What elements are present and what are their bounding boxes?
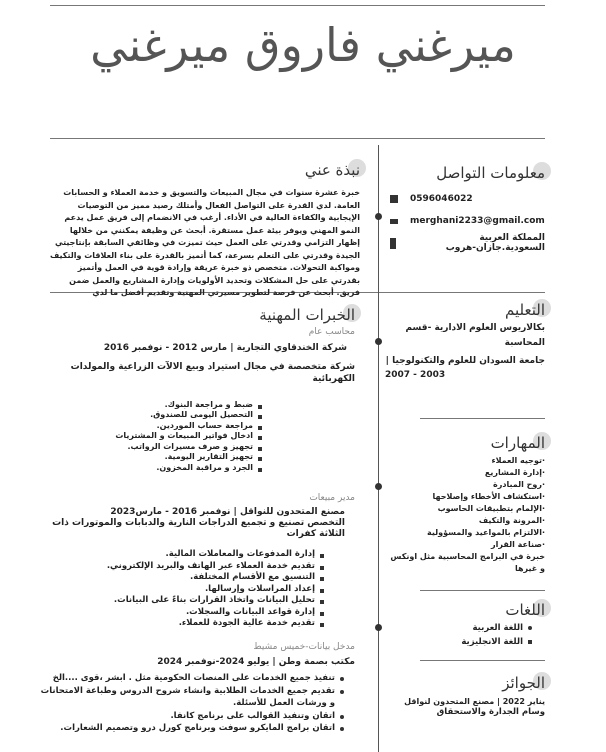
job-role: محاسب عام <box>308 327 355 337</box>
phone: 0596046022 <box>410 194 473 204</box>
task-item: تحليل البيانات واتخاذ القرارات بناءً على البيانات. <box>40 595 315 607</box>
skills-section <box>385 433 545 575</box>
timeline-dot <box>375 338 382 345</box>
about-section <box>50 160 360 300</box>
timeline-dot <box>375 624 382 631</box>
job-desc: شركة متخصصة في مجال استيراد وبيع الالآت الزراعية والمولدات الكهربائية <box>70 361 355 384</box>
job-company: مكتب بصمة وطن | يوليو 2024-نوفمبر 2024 <box>157 656 355 667</box>
task-item: اتقان وتنفيذ القوالب على برنامج كانفا. <box>40 710 335 723</box>
education-heading: التعليم <box>505 301 545 319</box>
skills-heading: المهارات <box>490 434 545 452</box>
education-degree: بكالاريوس العلوم الادارية -قسم المحاسبة <box>405 323 545 348</box>
job-role: مدير مبيعات <box>309 493 355 503</box>
education-section <box>385 300 545 382</box>
awards-heading: الجوائز <box>502 674 545 692</box>
task-item: تنفيذ جميع الخدمات على المنصات الحكومية مثل . ابشر ،قوى ....الخ <box>40 672 335 685</box>
education-school: جامعة السودان للعلوم والتكنولوجيا | <box>385 356 545 366</box>
location-icon <box>390 238 396 249</box>
job-3 <box>40 642 355 735</box>
phone-icon <box>390 195 398 203</box>
task-item: التنسيق مع الأقسام المختلفة. <box>40 572 315 584</box>
email[interactable]: merghani2233@gmail.com <box>410 216 545 226</box>
skill-item: ·صناعة القرار <box>491 540 545 549</box>
job-company: شركة الخندقاوي التجارية | مارس 2012 - نوفمبر 2016 <box>103 343 347 353</box>
task-item: الجرد و مراقبة المخزون. <box>40 463 253 474</box>
task-item: التحصيل اليومى للصندوق. <box>40 410 253 421</box>
task-item: مراجعة حساب الموردين. <box>40 421 253 432</box>
skill-item: ·توجيه العملاء <box>491 456 545 465</box>
resume-name: ميرغني فاروق ميرغني <box>90 18 516 72</box>
task-item: إدارة قواعد البيانات والسجلات. <box>40 607 315 619</box>
awards-section <box>385 673 545 718</box>
location: المملكة العربية السعودية.جازان-هروب <box>445 233 545 253</box>
task-item: اتقان برامج المايكرو سوفت وبرنامج كورل درو وتصميم الشعارات. <box>40 722 335 735</box>
experience-heading: الخبرات المهنية <box>259 306 355 324</box>
skill-item: ·الإلمام بتطبيقات الحاسوب <box>437 504 545 513</box>
skill-item: ·الالتزام بالمواعيد والمسؤولية <box>427 528 545 537</box>
task-item: ادخال فواتير المبيعات و المشتريات <box>40 431 253 442</box>
timeline-line <box>378 145 379 752</box>
education-years: 2007 - 2003 <box>385 370 446 380</box>
email-icon <box>390 219 398 224</box>
skill-item: خبرة في البرامج المحاسبية مثل اونكس و غيرها <box>390 552 545 573</box>
award-title: وسام الجدارة والاستحقاق <box>436 707 545 717</box>
task-item: ضبط و مراجعة البنوك. <box>40 400 253 411</box>
contact-heading: معلومات التواصل <box>436 164 545 182</box>
task-item: تجهيز التقارير اليومية. <box>40 452 253 463</box>
job-2 <box>40 493 355 630</box>
task-item: تقديم خدمة عالية الجودة للعملاء. <box>40 618 315 630</box>
job-1 <box>40 327 355 473</box>
experience-section <box>40 305 355 735</box>
language-item: اللغة الانجليزية <box>385 635 523 649</box>
contact-section <box>390 163 545 254</box>
job-company: مصنع المتحدون للنواقل | نوفمبر 2016 - مارس2023 <box>110 507 345 517</box>
about-heading: نبذة عني <box>304 161 360 179</box>
skill-item: ·روح المبادرة <box>493 480 545 489</box>
task-item: إعداد المراسلات وإرسالها. <box>40 584 315 596</box>
timeline-dot <box>375 213 382 220</box>
languages-section <box>385 600 545 649</box>
languages-heading: اللغات <box>505 601 545 619</box>
language-item: اللغة العربية <box>385 621 523 635</box>
about-text: خبرة عشرة سنوات في مجال المبيعات والتسويق و خدمة العملاء و الحسابات العامة. لدي القدرة على التواصل الفعال وأمتلك رصيد مميز من التوصيات الإيجابية والكفاءة العالية في الأداء. أرغب في الانضمام إلى فريق عمل يدعم النمو المهني ويوفر بيئة عمل مستقرة. أبحث عن وظيفة يمكنني من خلالها إظهار التزامي وقدرتي على العمل حيث تميزت في وظائفي السابقة بإنتاجيتي الجيدة وقدرتي على التعلم بسرعة، كما أتميز بالقدرة على بناء العلاقات والتكيف ومواكبة التحولات. متخصص ذو خبرة عريقة وإرادة قوية في العمل وأتميز بقدرتي على حل المشكلات وتحديد الأولويات وإدارة المشاريع والعمل ضمن فريق. أبحث عن فرصة لتطوير مسيرتي المهنية وتقديم أفضل ما لدي <box>50 188 360 297</box>
task-item: تقديم خدمة العملاء عبر الهاتف والبريد الإلكتروني. <box>40 561 315 573</box>
task-item: تقديم جميع الخدمات الطلابية وانشاء شروح الدروس وطباعة الامتحانات و ورشات العمل للأسئلة. <box>40 685 335 708</box>
timeline-dot <box>375 483 382 490</box>
skill-item: ·إدارة المشاريع <box>484 468 545 477</box>
award-date: يناير 2022 | مصنع المتحدون لنواقل <box>404 697 545 706</box>
skill-item: ·المرونة والتكيف <box>478 516 545 525</box>
task-item: تجهيز و صرف مسيرات الرواتب. <box>40 442 253 453</box>
job-role: مدخل بيانات-خميس مشيط <box>253 641 355 652</box>
task-item: إدارة المدفوعات والمعاملات المالية. <box>40 549 315 561</box>
skill-item: ·استكشاف الأخطاء وإصلاحها <box>432 492 545 501</box>
job-desc: التخصص تصنيع و تجميع الدراجات النارية والدبابات والموتورات ذات الثلاثة كفرات <box>52 518 345 539</box>
